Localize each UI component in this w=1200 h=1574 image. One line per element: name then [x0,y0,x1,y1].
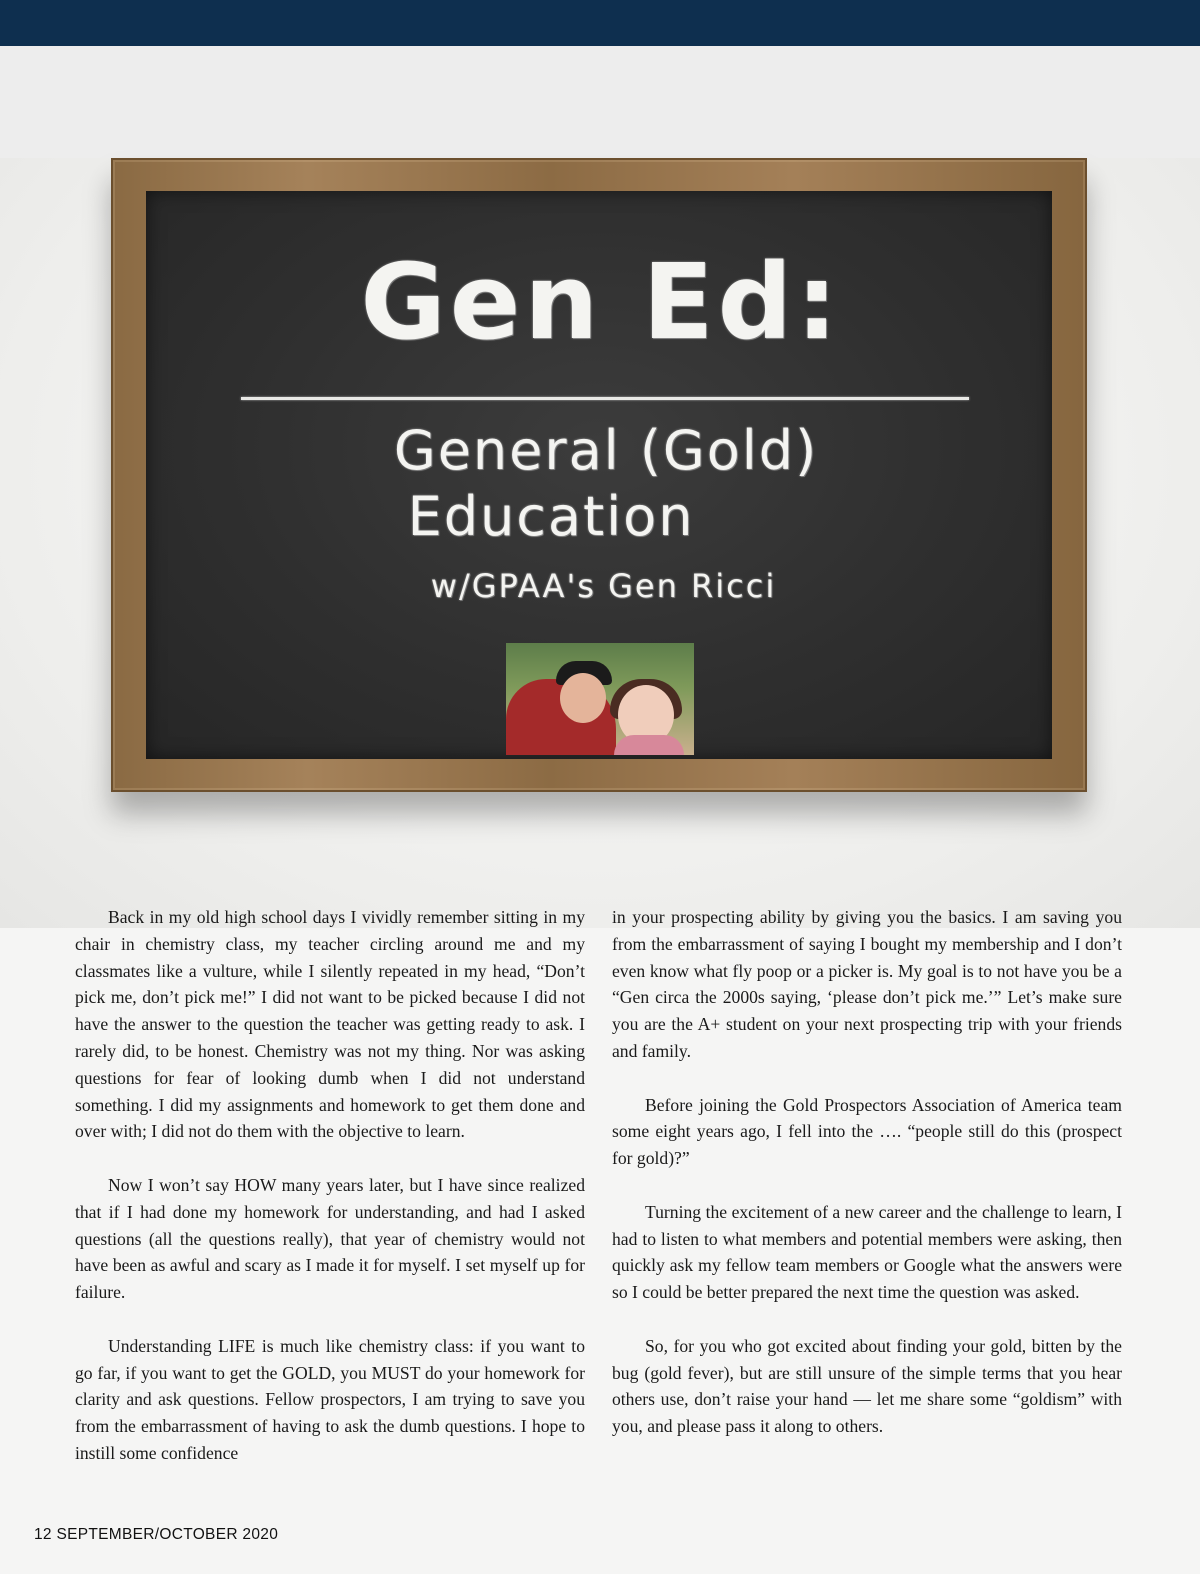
article-column-right [612,904,1122,1467]
article-paragraph: Back in my old high school days I vividly remember sitting in my chair in chemistry class, my teacher circling around me and my classmates like a vulture, while I silently repeated in my head, “Don’t pick me, don’t pick me!” I did not want to be picked because I did not have the answer to the question the teacher was getting ready to ask. I rarely did, to be honest. Chemistry was not my thing. Nor was asking questions for fear of looking dumb when I did not understand something. I did my assignments and homework to get them done and over with; I did not do them with the objective to learn. [75,907,585,1142]
article-column-left [75,904,585,1494]
author-photo [506,643,694,755]
chalkboard-subtitle-line2: Education [407,485,695,548]
chalk-underline [241,397,969,400]
photo-child-body [614,735,684,755]
chalkboard-byline: w/GPAA's Gen Ricci [430,567,777,605]
article-paragraph-continuation: in your prospecting ability by giving you the basics. I am saving you from the embarrassment of saying I bought my membership and I don’t even know what fly poop or a picker is. My goal is to not have you be a “Gen circa the 2000s saying, ‘please don’t pick me.’” Let’s make sure you are the A+ student on your next prospecting trip with your friends and family. [612,907,1122,1061]
header-band [0,46,1200,158]
photo-woman-face [560,673,606,723]
chalkboard-title: Gen Ed: [360,241,842,363]
chalkboard [146,191,1052,759]
article-paragraph: Now I won’t say HOW many years later, but I have since realized that if I had done my homework for understanding, and had I asked questions (all the questions really), that year of chemistry would not have been as awful and scary as I made it for myself. I set myself up for failure. [75,1174,585,1303]
article-paragraph: Before joining the Gold Prospectors Association of America team some eight years ago, I fell into the …. “people still do this (prospect for gold)?” [612,1094,1122,1169]
chalkboard-frame [111,158,1087,792]
header-bar [0,0,1200,46]
article-paragraph: Understanding LIFE is much like chemistry class: if you want to go far, if you want to get the GOLD, you MUST do your homework for clarity and ask questions. Fellow prospectors, I am trying to save you from the embarrassment of having to ask the dumb questions. I hope to instill some confidence [75,1335,585,1463]
chalkboard-subtitle-line1: General (Gold) [393,419,819,482]
page-footer: 12 SEPTEMBER/OCTOBER 2020 [34,1526,279,1543]
article-paragraph: So, for you who got excited about finding your gold, bitten by the bug (gold fever), but are still unsure of the simple terms that you hear others use, don’t raise your hand — let me share some “goldism” with you, and please pass it along to others. [612,1335,1122,1437]
article-paragraph: Turning the excitement of a new career and the challenge to learn, I had to listen to what members and potential members were asking, then quickly ask my fellow team members or Google what the answers were so I could be better prepared the next time the question was asked. [612,1201,1122,1303]
